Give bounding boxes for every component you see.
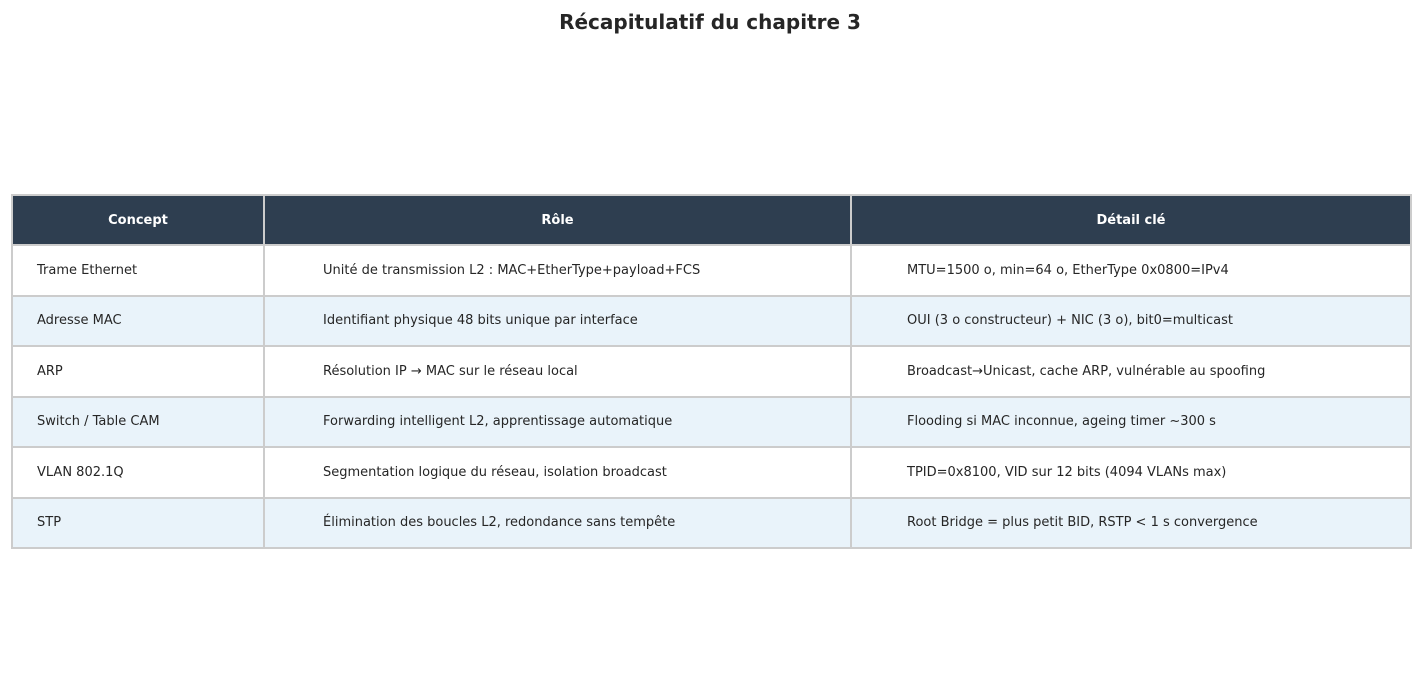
cell-role: Unité de transmission L2 : MAC+EtherType+payload+FCS bbox=[264, 245, 851, 296]
cell-concept: ARP bbox=[12, 346, 264, 397]
table-row bbox=[12, 397, 1411, 448]
table-row bbox=[12, 245, 1411, 296]
table-row bbox=[12, 447, 1411, 498]
cell-concept: Trame Ethernet bbox=[12, 245, 264, 296]
cell-role: Identifiant physique 48 bits unique par interface bbox=[264, 296, 851, 347]
column-header-role: Rôle bbox=[264, 195, 851, 245]
column-header-concept: Concept bbox=[12, 195, 264, 245]
cell-role: Forwarding intelligent L2, apprentissage automatique bbox=[264, 397, 851, 448]
cell-concept: VLAN 802.1Q bbox=[12, 447, 264, 498]
summary-table bbox=[11, 194, 1412, 549]
table-header-row bbox=[12, 195, 1411, 245]
column-header-key-detail: Détail clé bbox=[851, 195, 1411, 245]
cell-concept: Adresse MAC bbox=[12, 296, 264, 347]
cell-key-detail: Flooding si MAC inconnue, ageing timer ~300 s bbox=[851, 397, 1411, 448]
cell-role: Élimination des boucles L2, redondance sans tempête bbox=[264, 498, 851, 549]
cell-role: Résolution IP → MAC sur le réseau local bbox=[264, 346, 851, 397]
cell-key-detail: OUI (3 o constructeur) + NIC (3 o), bit0=multicast bbox=[851, 296, 1411, 347]
cell-concept: STP bbox=[12, 498, 264, 549]
table-row bbox=[12, 346, 1411, 397]
cell-key-detail: Broadcast→Unicast, cache ARP, vulnérable au spoofing bbox=[851, 346, 1411, 397]
page-title: Récapitulatif du chapitre 3 bbox=[559, 10, 861, 34]
cell-key-detail: MTU=1500 o, min=64 o, EtherType 0x0800=IPv4 bbox=[851, 245, 1411, 296]
cell-key-detail: TPID=0x8100, VID sur 12 bits (4094 VLANs max) bbox=[851, 447, 1411, 498]
cell-role: Segmentation logique du réseau, isolation broadcast bbox=[264, 447, 851, 498]
table-row bbox=[12, 498, 1411, 549]
table-row bbox=[12, 296, 1411, 347]
cell-concept: Switch / Table CAM bbox=[12, 397, 264, 448]
cell-key-detail: Root Bridge = plus petit BID, RSTP < 1 s convergence bbox=[851, 498, 1411, 549]
